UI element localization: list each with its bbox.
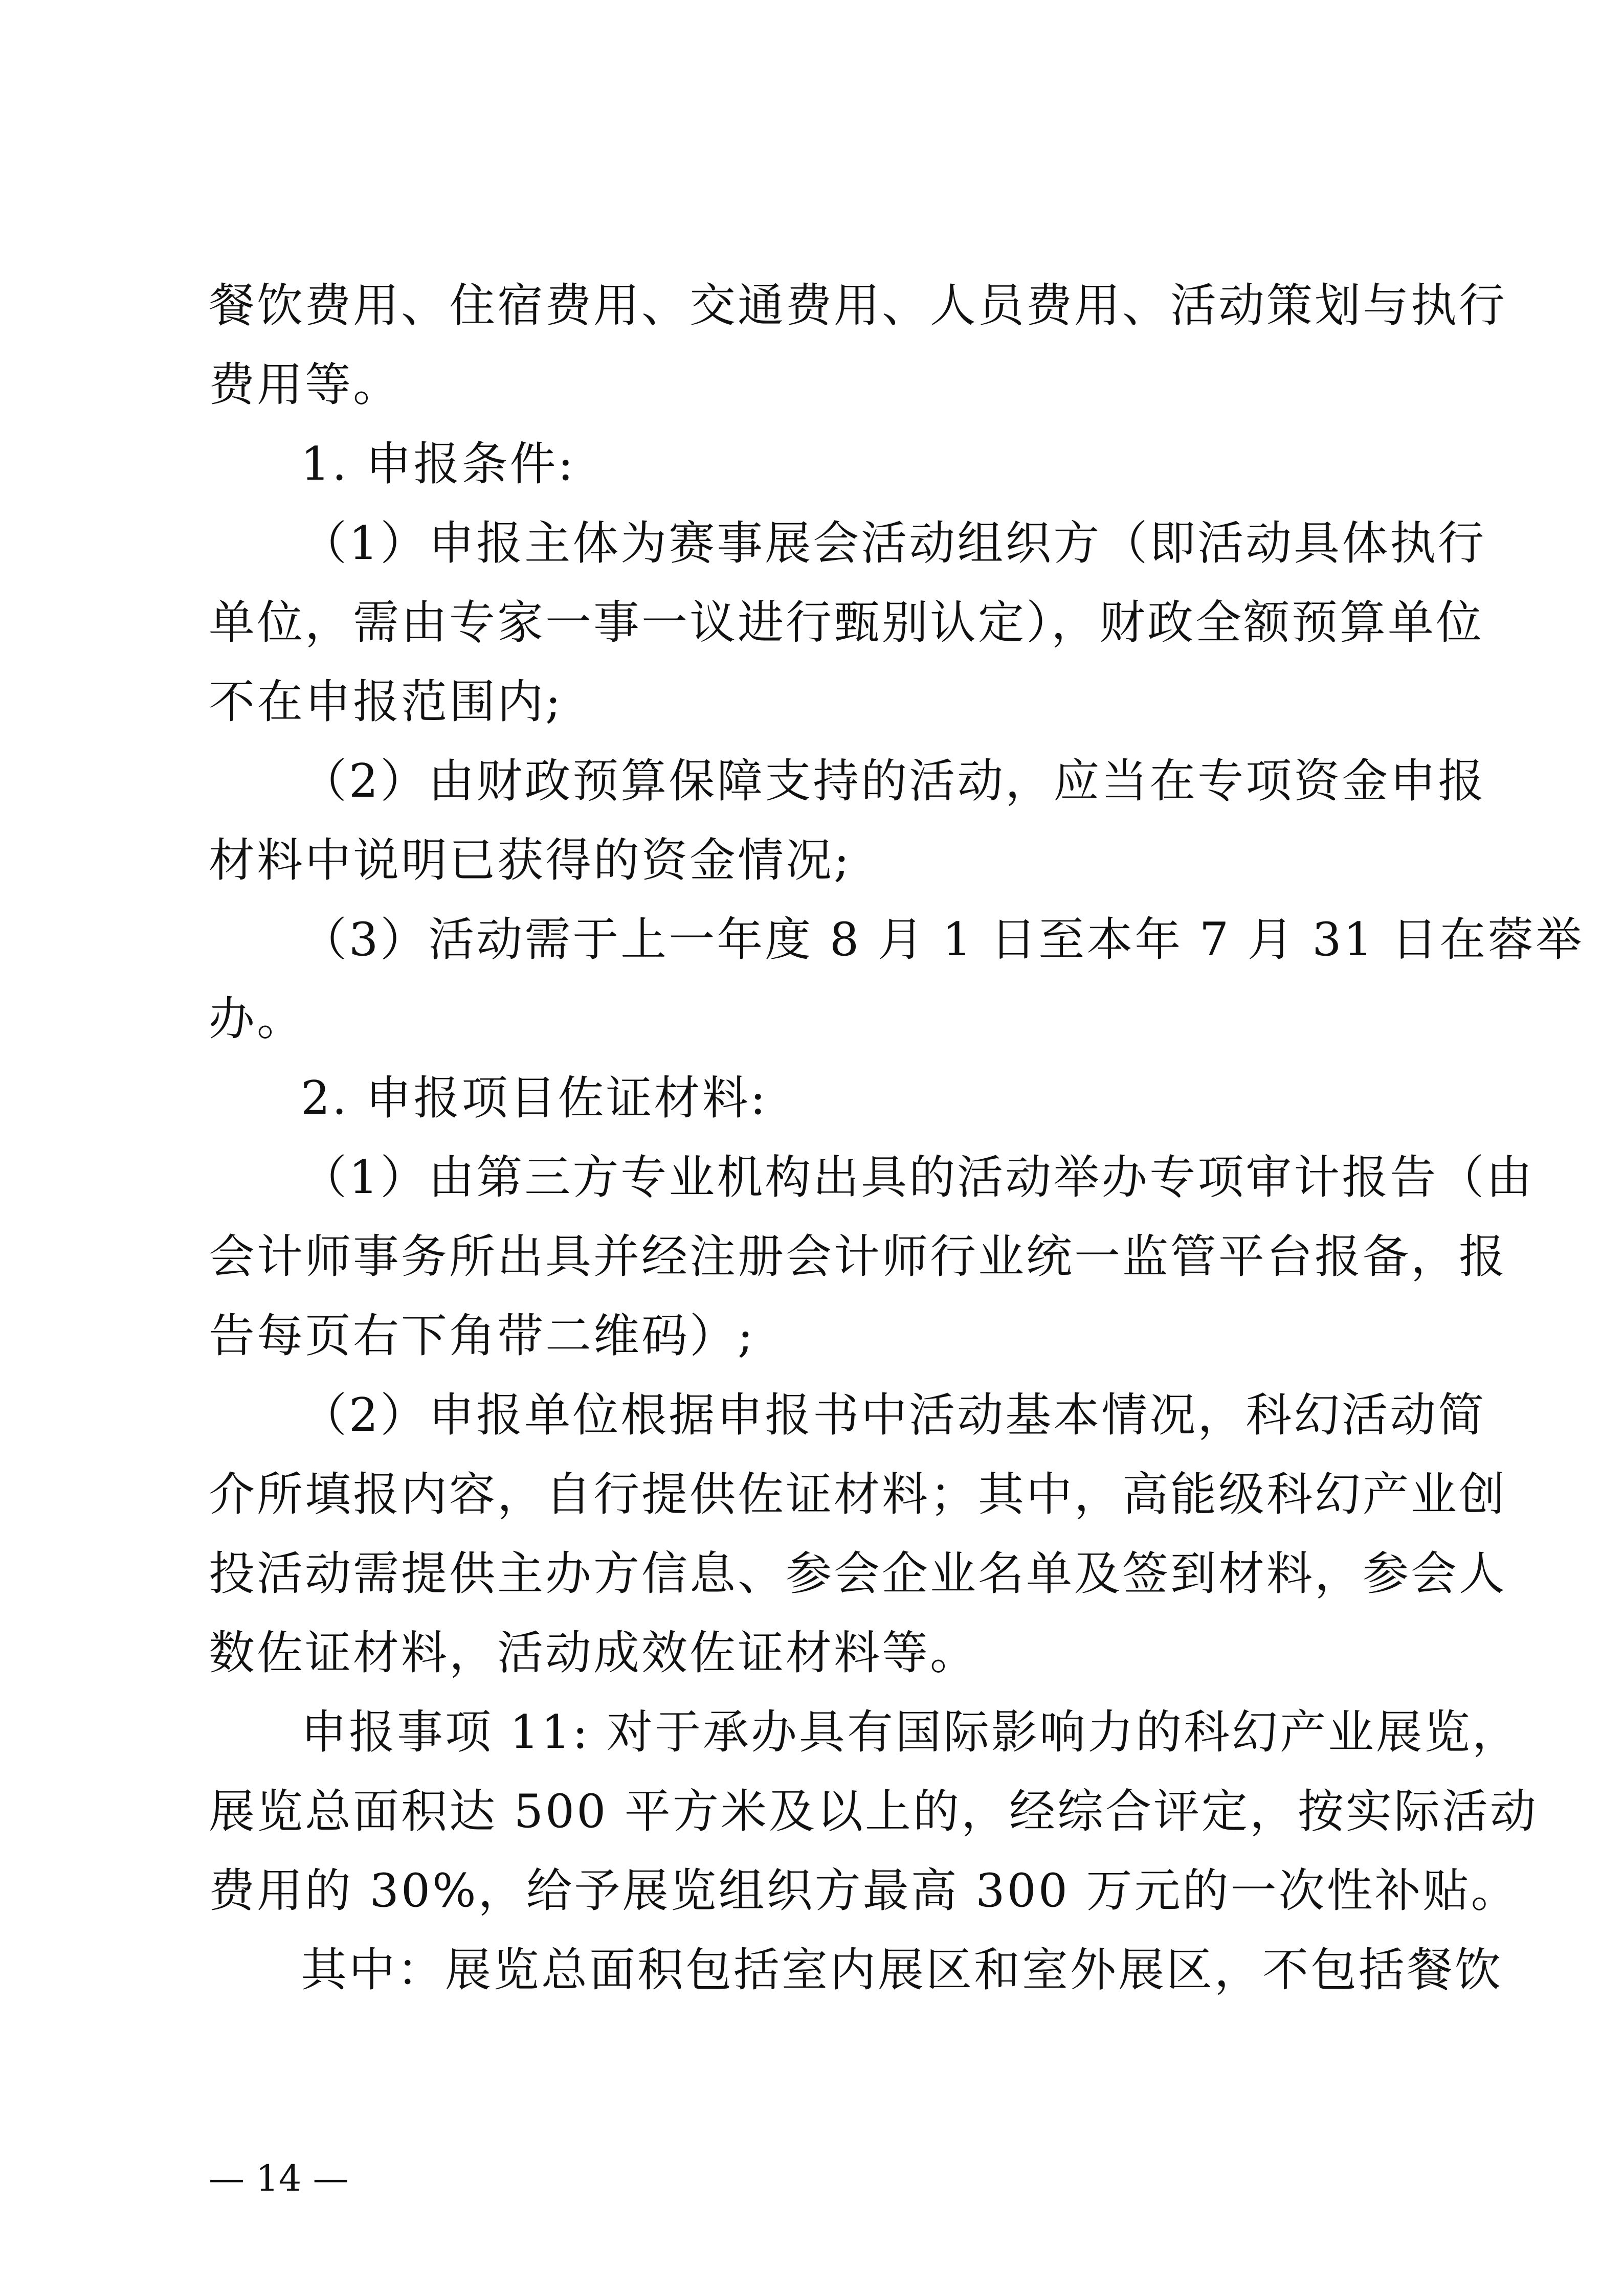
text-line: （1）由第三方专业机构出具的活动举办专项审计报告（由 (301, 1151, 1534, 1204)
text-line: 1. 申报条件: (301, 437, 575, 491)
text-line: 数佐证材料，活动成效佐证材料等。 (209, 1626, 978, 1680)
text-line: （1）申报主体为赛事展会活动组织方（即活动具体执行 (301, 516, 1486, 570)
text-line: 投活动需提供主办方信息、参会企业名单及签到材料，参会人 (209, 1547, 1507, 1601)
text-line: 材料中说明已获得的资金情况; (209, 834, 852, 887)
text-line: 告每页右下角带二维码）; (209, 1309, 755, 1363)
text-line: 介所填报内容，自行提供佐证材料；其中，高能级科幻产业创 (209, 1468, 1507, 1521)
text-line: 费用的 30%，给予展览组织方最高 300 万元的一次性补贴。 (209, 1864, 1519, 1918)
text-line: （3）活动需于上一年度 8 月 1 日至本年 7 月 31 日在蓉举 (301, 913, 1584, 966)
text-line: 办。 (209, 992, 305, 1046)
page-number: — 14 — (209, 2157, 349, 2199)
body-text (209, 266, 1584, 2010)
text-line: 单位，需由专家一事一议进行甄别认定），财政全额预算单位 (209, 596, 1484, 649)
text-line: （2）申报单位根据申报书中活动基本情况，科幻活动简 (301, 1388, 1486, 1442)
text-line: 餐饮费用、住宿费用、交通费用、人员费用、活动策划与执行 (209, 279, 1507, 332)
text-line: 费用等。 (209, 358, 401, 412)
text-line: 2. 申报项目佐证材料: (301, 1071, 768, 1125)
text-line: 会计师事务所出具并经注册会计师行业统一监管平台报备，报 (209, 1230, 1507, 1284)
text-line: 展览总面积达 500 平方米及以上的，经综合评定，按实际活动 (209, 1785, 1538, 1838)
text-line: 不在申报范围内; (209, 675, 563, 729)
text-line: （2）由财政预算保障支持的活动，应当在专项资金申报 (301, 754, 1486, 808)
text-line: 申报事项 11: 对于承办具有国际影响力的科幻产业展览， (301, 1705, 1521, 1759)
text-line: 其中：展览总面积包括室内展区和室外展区，不包括餐饮 (301, 1943, 1503, 1997)
